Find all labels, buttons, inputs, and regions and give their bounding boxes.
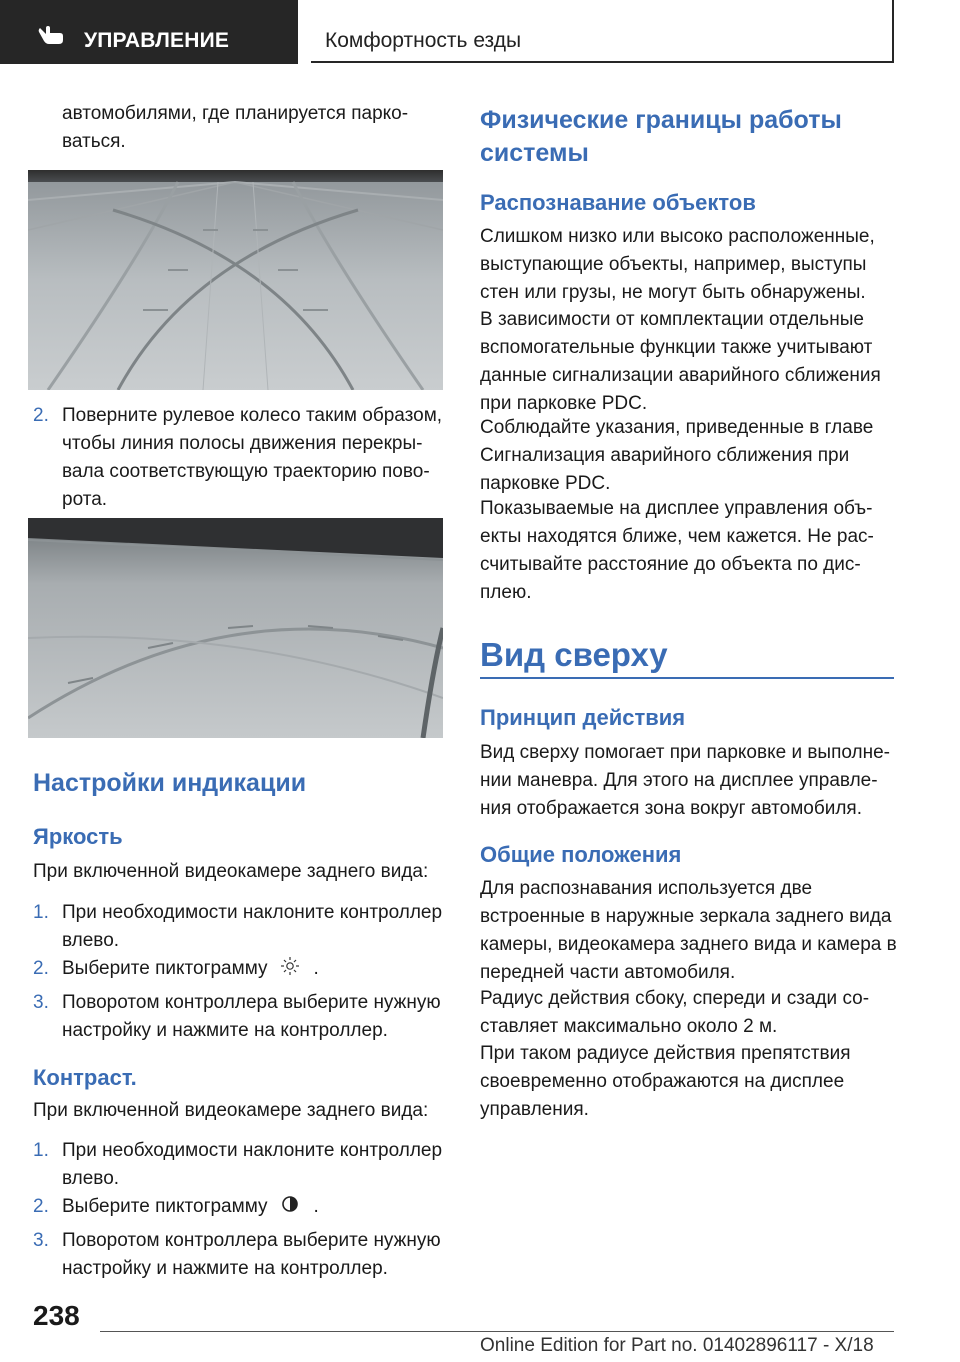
footer-edition: Online Edition for Part no. 01402896117 - X/18	[480, 1335, 874, 1356]
paragraph: Соблюдайте указания, приведенные в главе Сигнализация аварийного сближения при парковке PDC.	[480, 417, 874, 494]
subheading-general: Общие положения	[480, 842, 682, 867]
camera-image-trajectory-crossing	[28, 170, 443, 390]
camera-image-trajectory-aligned	[28, 518, 443, 738]
step-number: 1.	[33, 902, 49, 923]
step-number: 1.	[33, 1140, 49, 1161]
paragraph: Показываемые на дисплее управления объ- екты находятся ближе, чем кажется. Не рас- считывайте расстояние до объекта по дис- плею.	[480, 498, 874, 603]
step-number: 2.	[33, 405, 49, 426]
section-heading-display-settings: Настройки индикации	[33, 769, 307, 797]
step-text	[62, 1193, 447, 1223]
heading-rule	[480, 677, 894, 679]
brightness-sun-icon	[273, 956, 307, 985]
step-number: 3.	[33, 1230, 49, 1251]
step-text: При необходимости наклоните контроллер влево.	[62, 1140, 443, 1189]
subheading-principle: Принцип действия	[480, 705, 686, 730]
paragraph: Слишком низко или высоко расположенные, выступающие объекты, например, выступы стен или грузы, не могут быть обнаружены.	[480, 226, 875, 303]
hand-pointer-icon	[38, 24, 66, 46]
subheading-object-recognition: Распознавание объектов	[480, 190, 756, 215]
step-text-before: Выберите пиктограмму	[62, 1196, 268, 1217]
step-text: Поверните рулевое колесо таким образом, чтобы линия полосы движения перекры- вала соответствующую траекторию пово- рота.	[62, 405, 443, 510]
step-text: Поворотом контроллера выберите нужную настройку и нажмите на контроллер.	[62, 1230, 441, 1279]
step-text-after: .	[313, 1196, 319, 1217]
subheading-brightness: Яркость	[33, 824, 123, 849]
subheading-contrast: Контраст.	[33, 1065, 137, 1090]
step-text	[62, 955, 447, 985]
paragraph: Для распознавания используется две встроенные в наружные зеркала заднего вида камеры, видеокамера заднего вида и камера в передней части автомобиля.	[480, 878, 897, 983]
paragraph: В зависимости от комплектации отдельные вспомогательные функции также учитывают данные сигнализации аварийного сближения при парковке PDC.	[480, 309, 881, 414]
step-number: 3.	[33, 992, 49, 1013]
paragraph: Вид сверху помогает при парковке и выполне- нии маневра. Для этого на дисплее управле- ния отображается зона вокруг автомобиля.	[480, 742, 890, 819]
intro-text: автомобилями, где планируется парко- ваться.	[62, 103, 409, 152]
contrast-half-circle-icon	[273, 1194, 307, 1223]
brightness-intro: При включенной видеокамере заднего вида:	[33, 861, 429, 882]
paragraph: Радиус действия сбоку, спереди и сзади со- ставляет максимально около 2 м.	[480, 988, 870, 1037]
paragraph: При таком радиусе действия препятствия своевременно отображаются на дисплее управления.	[480, 1043, 851, 1120]
header-section-title: УПРАВЛЕНИЕ	[84, 29, 230, 52]
section-heading-physical-limits: Физические границы работы системы	[480, 106, 842, 167]
step-text: При необходимости наклоните контроллер влево.	[62, 902, 443, 951]
step-text: Поворотом контроллера выберите нужную настройку и нажмите на контроллер.	[62, 992, 441, 1041]
page-number: 238	[33, 1300, 80, 1331]
contrast-intro: При включенной видеокамере заднего вида:	[33, 1100, 429, 1121]
step-text-after: .	[313, 958, 319, 979]
chapter-heading-top-view: Вид сверху	[480, 636, 668, 673]
step-text-before: Выберите пиктограмму	[62, 958, 268, 979]
step-number: 2.	[33, 958, 49, 979]
header-section-tab	[0, 0, 298, 64]
step-number: 2.	[33, 1196, 49, 1217]
header-chapter-title: Комфортность езды	[325, 29, 522, 52]
header-chapter	[311, 0, 894, 63]
footer-rule	[100, 1331, 894, 1332]
